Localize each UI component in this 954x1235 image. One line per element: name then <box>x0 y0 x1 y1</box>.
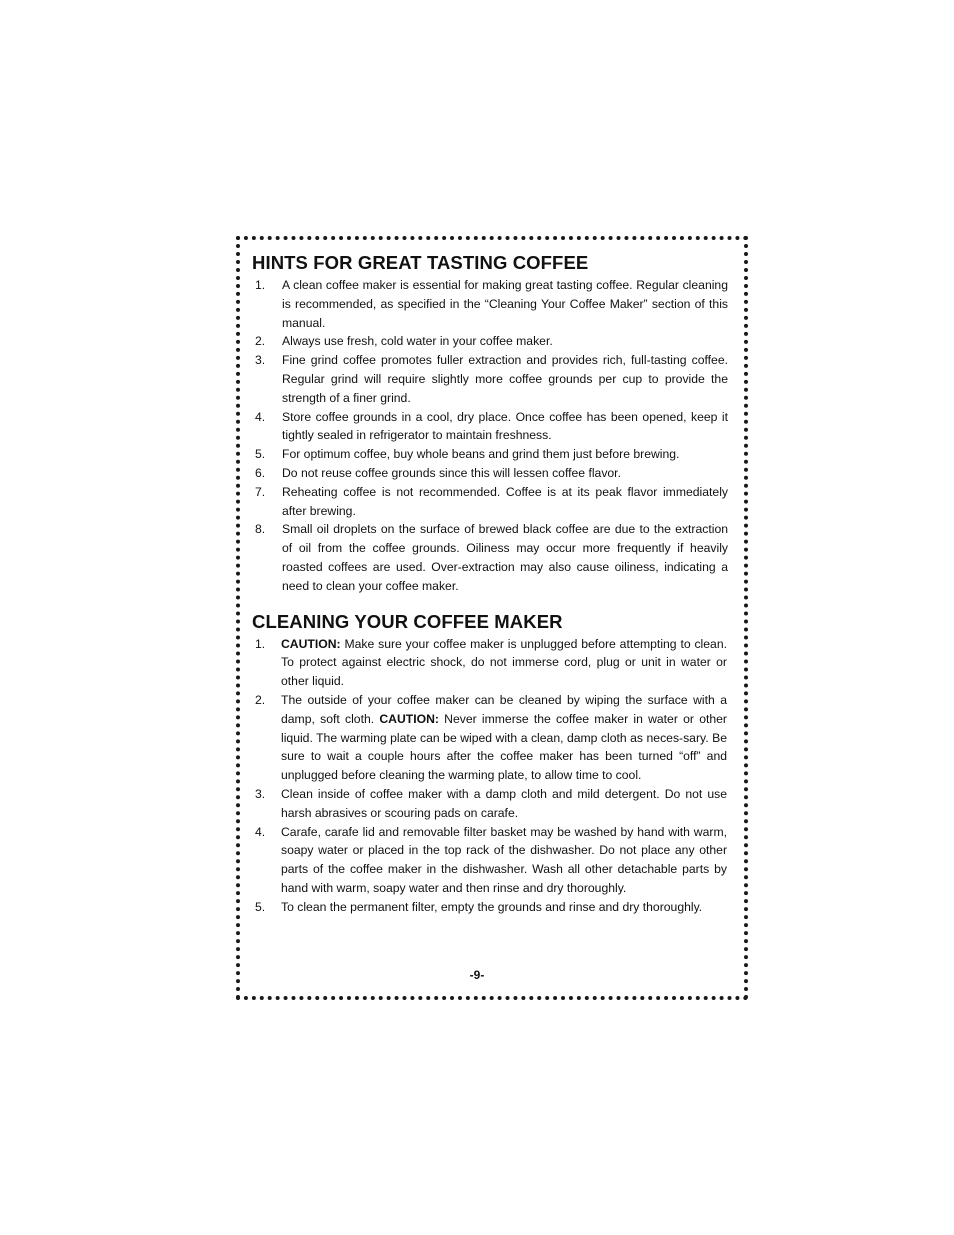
list-item: 3. Clean inside of coffee maker with a damp cloth and mild detergent. Do not use harsh abrasives or scouring pads on carafe. <box>255 786 727 820</box>
cleaning-list <box>252 635 732 917</box>
hints-section-title: HINTS FOR GREAT TASTING COFFEE <box>252 252 589 273</box>
list-item: 5. For optimum coffee, buy whole beans and grind them just before brewing. <box>255 447 680 462</box>
list-item-text: CAUTION: Make sure your coffee maker is unplugged before attempting to clean. To protect against electric shock, do not immerse cord, plug or unit in water or other liquid. <box>281 636 727 689</box>
list-item: 1. A clean coffee maker is essential for making great tasting coffee. Regular cleaning is recommended, as specified in the “Cleaning Your Coffee Maker” section of this manual. <box>255 278 728 330</box>
hints-list <box>252 276 732 596</box>
list-item: 4. Store coffee grounds in a cool, dry place. Once coffee has been opened, keep it tightly sealed in refrigerator to maintain freshness. <box>255 409 728 443</box>
caution-label: CAUTION: <box>281 636 341 651</box>
list-item: 3. Fine grind coffee promotes fuller extraction and provides rich, full-tasting coffee. Regular grind will require slightly more coffee grounds per cup to provide the strength of a finer grind. <box>255 353 728 405</box>
list-item: 2. Always use fresh, cold water in your coffee maker. <box>255 334 553 349</box>
list-item: 6. Do not reuse coffee grounds since this will lessen coffee flavor. <box>255 465 621 480</box>
caution-label: CAUTION: <box>379 711 439 726</box>
list-item: 1. CAUTION: Make sure your coffee maker is unplugged before attempting to clean. To protect against electric shock, do not immerse cord, plug or unit in water or other liquid. <box>252 635 732 691</box>
list-item: 2. The outside of your coffee maker can be cleaned by wiping the surface with a damp, soft cloth. CAUTION: Never immerse the coffee maker in water or other liquid. The warming plate can be wiped with a clean, damp cloth as neces-sary. Be sure to wait a couple hours after the coffee maker has been turned “off” and unplugged before cleaning the warming plate, to allow time to cool. <box>252 691 732 785</box>
list-item: 7. Reheating coffee is not recommended. Coffee is at its peak flavor immediately after brewing. <box>255 484 728 518</box>
list-item: 4. Carafe, carafe lid and removable filter basket may be washed by hand with warm, soapy water or placed in the top rack of the dishwasher. Do not place any other parts of the coffee maker in the dishwasher. Wash all other detachable parts by hand with warm, soapy water and then rinse and dry thoroughly. <box>255 824 727 895</box>
page-content <box>252 250 732 917</box>
list-item-text: The outside of your coffee maker can be cleaned by wiping the surface with a damp, soft cloth. CAUTION: Never immerse the coffee maker in water or other liquid. The warming plate can be wiped with a clean, damp cloth as neces-sary. Be sure to wait a couple hours after the coffee maker has been turned “off” and unplugged before cleaning the warming plate, to allow time to cool. <box>281 692 727 783</box>
list-item: 8. Small oil droplets on the surface of brewed black coffee are due to the extraction of oil from the coffee grounds. Oiliness may occur more frequently if heavily roasted coffees are used. Over-extraction may also cause oiliness, indicating a need to clean your coffee maker. <box>255 522 728 593</box>
cleaning-section-title: CLEANING YOUR COFFEE MAKER <box>252 610 563 632</box>
page-number: -9- <box>469 968 485 982</box>
list-item: 5. To clean the permanent filter, empty the grounds and rinse and dry thoroughly. <box>255 899 703 914</box>
